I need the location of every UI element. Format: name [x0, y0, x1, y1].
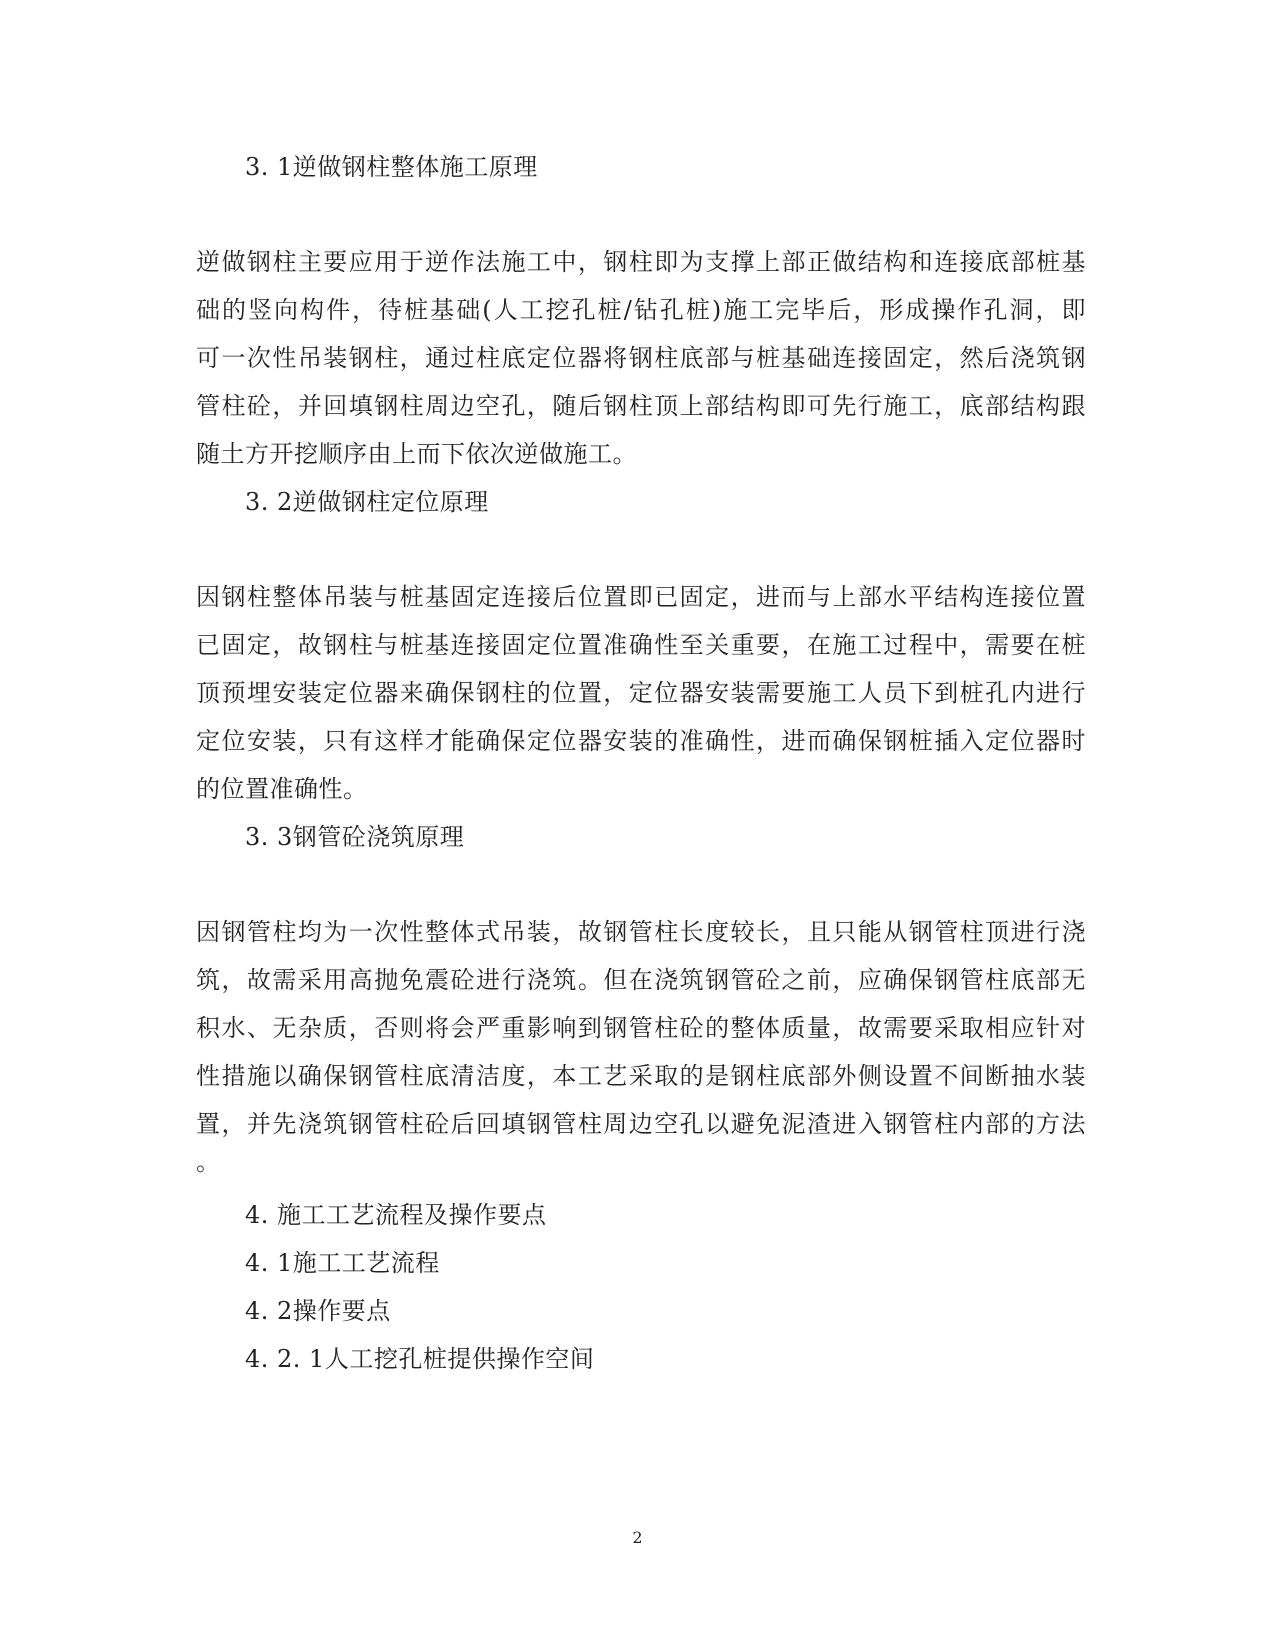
heading-4: 4. 施工工艺流程及操作要点 [245, 1201, 547, 1229]
page-number: 2 [632, 1528, 643, 1547]
paragraph-3-2-line-4: 定位安装，只有这样才能确保定位器安装的准确性，进而确保钢桩插入定位器时 [196, 727, 1086, 755]
paragraph-3-3-line-5: 置，并先浇筑钢管柱砼后回填钢管柱周边空孔以避免泥渣进入钢管柱内部的方法 [196, 1110, 1086, 1138]
paragraph-3-3-line-3: 积水、无杂质，否则将会严重影响到钢管柱砼的整体质量，故需要采取相应针对 [196, 1014, 1086, 1042]
paragraph-3-1-line-5: 随土方开挖顺序由上而下依次逆做施工。 [196, 440, 637, 468]
heading-4-2-1: 4. 2. 1人工挖孔桩提供操作空间 [245, 1345, 595, 1373]
paragraph-3-3-line-6: 。 [196, 1148, 221, 1176]
paragraph-3-2-line-1: 因钢柱整体吊装与桩基固定连接后位置即已固定，进而与上部水平结构连接位置 [196, 583, 1086, 611]
heading-3-3: 3. 3钢管砼浇筑原理 [245, 823, 465, 851]
paragraph-3-3-line-4: 性措施以确保钢管柱底清洁度，本工艺采取的是钢柱底部外侧设置不间断抽水装 [196, 1062, 1086, 1090]
paragraph-3-1-line-1: 逆做钢柱主要应用于逆作法施工中，钢柱即为支撑上部正做结构和连接底部桩基 [196, 248, 1086, 276]
heading-4-1: 4. 1施工工艺流程 [245, 1249, 440, 1277]
paragraph-3-1-line-4: 管柱砼，并回填钢柱周边空孔，随后钢柱顶上部结构即可先行施工，底部结构跟 [196, 392, 1086, 420]
heading-4-2: 4. 2操作要点 [245, 1297, 391, 1325]
paragraph-3-1-line-2: 础的竖向构件，待桩基础(人工挖孔桩/钻孔桩)施工完毕后，形成操作孔洞，即 [196, 296, 1086, 324]
heading-3-2: 3. 2逆做钢柱定位原理 [245, 488, 489, 516]
paragraph-3-2-line-3: 顶预埋安装定位器来确保钢柱的位置，定位器安装需要施工人员下到桩孔内进行 [196, 679, 1086, 707]
paragraph-3-2-line-5: 的位置准确性。 [196, 775, 368, 803]
paragraph-3-1-line-3: 可一次性吊装钢柱，通过柱底定位器将钢柱底部与桩基础连接固定，然后浇筑钢 [196, 344, 1086, 372]
paragraph-3-3-line-2: 筑，故需采用高抛免震砼进行浇筑。但在浇筑钢管砼之前，应确保钢管柱底部无 [196, 966, 1086, 994]
paragraph-3-3-line-1: 因钢管柱均为一次性整体式吊装，故钢管柱长度较长，且只能从钢管柱顶进行浇 [196, 918, 1086, 946]
heading-3-1: 3. 1逆做钢柱整体施工原理 [245, 153, 538, 181]
paragraph-3-2-line-2: 已固定，故钢柱与桩基连接固定位置准确性至关重要，在施工过程中，需要在桩 [196, 631, 1086, 659]
